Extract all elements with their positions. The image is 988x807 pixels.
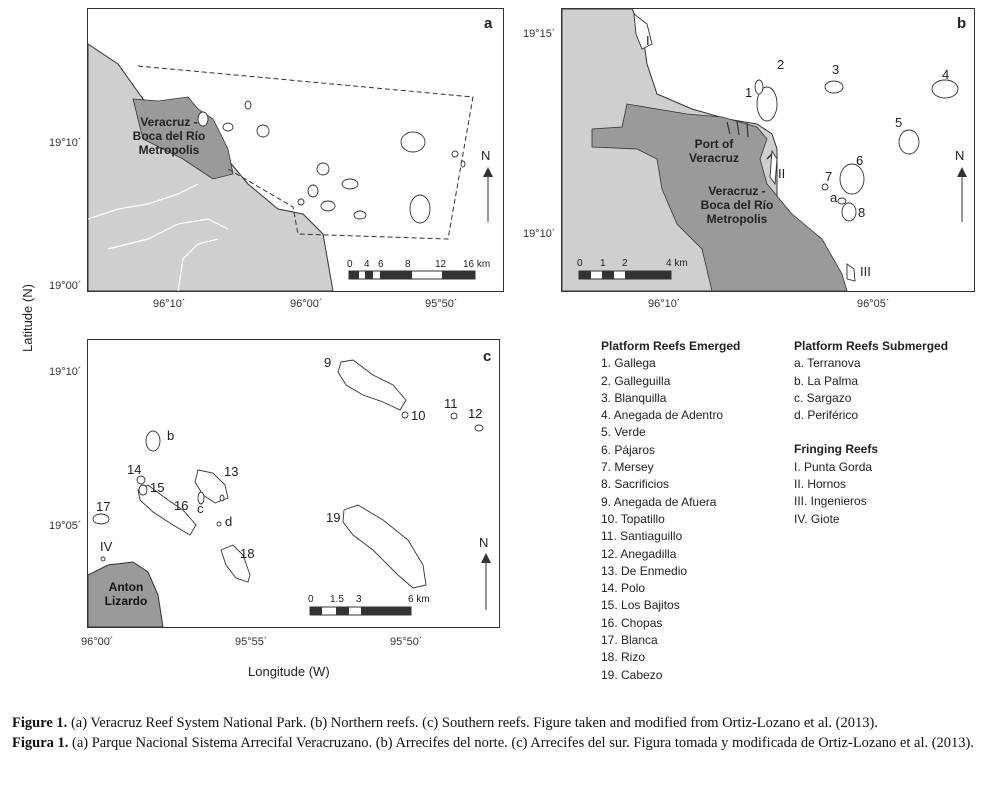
reef-label-b-5: 5	[895, 115, 903, 130]
scale-tick-c-0: 0	[308, 594, 314, 605]
reef-label-b-8: 8	[858, 205, 866, 220]
legend-emerged-item: 2. Galleguilla	[601, 373, 671, 388]
map-panel-b	[561, 8, 975, 292]
legend-emerged	[601, 338, 740, 684]
legend-fringing-list	[794, 459, 948, 528]
scale-tick-a-3: 8	[405, 259, 411, 270]
north-label-b: N	[955, 148, 965, 163]
town-label-line1: Anton	[108, 580, 144, 594]
legend-emerged-item: 4. Anegada de Adentro	[601, 408, 724, 423]
lat-tick-c-0: 19°10´	[49, 366, 82, 378]
port-label-b	[678, 137, 750, 165]
reef-label-b-I: I	[646, 33, 650, 48]
reef-label-b-III: III	[860, 264, 871, 279]
reef-label-b-2: 2	[777, 57, 785, 72]
caption-spanish	[12, 733, 980, 753]
legend-fringing-title: Fringing Reefs	[794, 442, 879, 457]
city-label-b	[692, 184, 782, 226]
lon-tick-c-2: 95°50´	[390, 636, 423, 648]
scale-tick-c-2: 3	[356, 594, 362, 605]
legend-fringing-item: IV. Giote	[794, 511, 840, 526]
reef-label-b-4: 4	[942, 67, 950, 82]
reef-label-c-15: 15	[150, 480, 165, 495]
legend-emerged-item: 16. Chopas	[601, 615, 663, 630]
reef-label-c-10: 10	[411, 408, 426, 423]
legend-submerged-item: b. La Palma	[794, 373, 859, 388]
reef-label-c-17: 17	[96, 499, 111, 514]
lat-tick-b-0: 19°15´	[523, 28, 556, 40]
legend-fringing-item: III. Ingenieros	[794, 494, 867, 509]
legend-submerged-title: Platform Reefs Submerged	[794, 339, 949, 353]
lon-tick-b-0: 96°10´	[648, 298, 681, 310]
town-label-line2: Lizardo	[104, 594, 148, 608]
legend-submerged-item: a. Terranova	[794, 356, 861, 371]
reef-label-c-13: 13	[224, 464, 239, 479]
reef-label-c-c: c	[197, 501, 204, 516]
caption-spanish-label: Figura 1.	[12, 735, 69, 751]
city-label-b-line2: Boca del Río	[700, 198, 774, 212]
legend-emerged-item: 1. Gallega	[601, 356, 656, 371]
legend-emerged-item: 18. Rizo	[601, 650, 646, 665]
reef-label-c-12: 12	[468, 406, 483, 421]
lat-tick-c-1: 19°05´	[49, 520, 82, 532]
legend-emerged-item: 12. Anegadilla	[601, 546, 677, 561]
city-label-a-line2: Boca del Río	[132, 129, 206, 143]
caption-english	[12, 713, 980, 733]
legend-submerged-item: d. Periférico	[794, 408, 859, 423]
city-label-b-line3: Metropolis	[706, 212, 768, 226]
legend-emerged-item: 9. Anegada de Afuera	[601, 494, 717, 509]
scale-tick-a-4: 12	[435, 259, 447, 270]
lat-tick-b-1: 19°10´	[523, 228, 556, 240]
legend-emerged-item: 7. Mersey	[601, 460, 654, 475]
reef-label-b-a: a	[830, 190, 838, 205]
town-label-c	[96, 580, 156, 608]
legend-emerged-item: 17. Blanca	[601, 633, 658, 648]
scale-tick-b-3: 4 km	[666, 258, 688, 269]
reef-label-c-IV: IV	[100, 539, 113, 554]
legend-fringing-item: I. Punta Gorda	[794, 459, 873, 474]
reef-label-b-1: 1	[745, 85, 753, 100]
reef-label-c-b: b	[167, 428, 175, 443]
map-panel-c	[87, 339, 500, 628]
lat-tick-a-1: 19°00´	[49, 280, 82, 292]
panel-a-letter: a	[484, 15, 493, 32]
city-label-b-line1: Veracruz -	[708, 184, 766, 198]
scale-tick-a-5: 16 km	[463, 259, 491, 270]
lon-tick-a-2: 95°50´	[425, 298, 458, 310]
legend-emerged-item: 5. Verde	[601, 425, 646, 440]
north-label-a: N	[481, 148, 491, 163]
reef-label-c-18: 18	[240, 546, 255, 561]
x-axis-label: Longitude (W)	[248, 664, 330, 679]
scale-tick-a-2: 6	[378, 259, 384, 270]
reef-label-b-II: II	[778, 166, 786, 181]
legend-emerged-list	[601, 355, 740, 684]
reef-label-c-d: d	[225, 514, 233, 529]
legend-fringing-item: II. Hornos	[794, 477, 847, 492]
city-label-a	[124, 115, 214, 157]
scale-tick-a-0: 0	[347, 259, 353, 270]
reef-label-b-6: 6	[856, 153, 864, 168]
y-axis-label: Latitude (N)	[20, 284, 35, 352]
legend-emerged-item: 3. Blanquilla	[601, 390, 667, 405]
legend-emerged-item: 6. Pájaros	[601, 442, 656, 457]
caption-spanish-text: (a) Parque Nacional Sistema Arrecifal Veracruzano. (b) Arrecifes del norte. (c) Arrecifes del sur. Figura tomada y modificada de Ortiz-Lozano et al. (2013).	[72, 735, 975, 751]
legend-submerged-list	[794, 355, 948, 424]
legend-emerged-title: Platform Reefs Emerged	[601, 339, 741, 353]
scale-tick-b-1: 1	[600, 258, 606, 269]
caption-english-label: Figure 1.	[12, 715, 68, 731]
panel-b-letter: b	[957, 15, 967, 32]
legend-emerged-item: 8. Sacrificios	[601, 477, 670, 492]
map-panel-a	[87, 8, 504, 292]
reef-label-c-16: 16	[174, 498, 189, 513]
port-label-line1: Port of	[694, 137, 734, 151]
legend-submerged-item: c. Sargazo	[794, 390, 852, 405]
reef-label-b-3: 3	[832, 62, 840, 77]
legend-emerged-item: 13. De Enmedio	[601, 563, 688, 578]
legend-submerged	[794, 338, 948, 528]
scale-tick-b-2: 2	[622, 258, 628, 269]
legend-emerged-item: 19. Cabezo	[601, 667, 663, 682]
north-label-c: N	[479, 535, 489, 550]
scale-tick-c-3: 6 km	[408, 594, 430, 605]
reef-label-c-9: 9	[324, 355, 332, 370]
reef-label-c-11: 11	[444, 396, 458, 411]
reef-label-b-7: 7	[825, 169, 833, 184]
lon-tick-b-1: 96°05´	[857, 298, 890, 310]
city-label-a-line3: Metropolis	[138, 143, 200, 157]
scale-tick-a-1: 4	[364, 259, 370, 270]
reef-label-c-14: 14	[127, 462, 142, 477]
legend-emerged-item: 10. Topatillo	[601, 511, 665, 526]
caption-english-text: (a) Veracruz Reef System National Park. (b) Northern reefs. (c) Southern reefs. Figure taken and modified from Ortiz-Lozano et al. (2013).	[70, 715, 878, 731]
lon-tick-c-0: 96°00´	[81, 636, 114, 648]
lon-tick-a-1: 96°00´	[290, 298, 323, 310]
lon-tick-a-0: 96°10´	[153, 298, 186, 310]
legend-emerged-item: 14. Polo	[601, 581, 646, 596]
city-label-a-line1: Veracruz -	[140, 115, 198, 129]
scale-tick-c-1: 1.5	[330, 594, 344, 605]
lat-tick-a-0: 19°10´	[49, 137, 82, 149]
map-b-graphic	[562, 9, 974, 291]
lon-tick-c-1: 95°55´	[235, 636, 268, 648]
caption-block	[12, 713, 980, 753]
legend-emerged-item: 15. Los Bajitos	[601, 598, 680, 613]
panel-c-letter: c	[483, 348, 492, 365]
reef-label-c-19: 19	[326, 510, 341, 525]
port-label-line2: Veracruz	[688, 151, 740, 165]
scale-tick-b-0: 0	[577, 258, 583, 269]
legend-emerged-item: 11. Santiaguillo	[601, 529, 683, 544]
